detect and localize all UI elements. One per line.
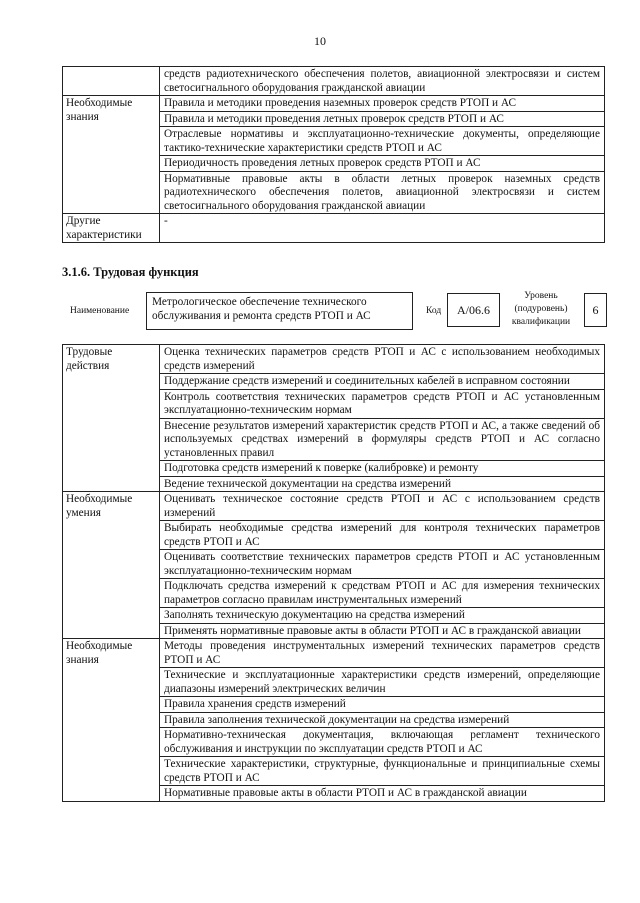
row-category-label [63,67,160,96]
row-item-text: Контроль соответствия технических параметров средств РТОП и АС установленным эксплуатационно-техническим нормам [160,389,605,418]
row-item-text: Внесение результатов измерений характеристик средств РТОП и АС, а также сведений об используемых средствах измерений в формуляры средств РТОП и АС согласно установленных правил [160,418,605,461]
row-item-text: Оценивать техническое состояние средств РТОП и АС с использованием средств измерений [160,492,605,521]
row-item-text: Нормативные правовые акты в области РТОП и АС в гражданской авиации [160,786,605,802]
row-category-label: Трудовые действия [63,345,160,492]
function-header-row [62,288,607,332]
row-category-label: Другие характеристики [63,214,160,243]
qualification-level-box: 6 [584,293,607,327]
row-item-text: Применять нормативные правовые акты в области РТОП и АС в гражданской авиации [160,623,605,639]
row-item-text: Правила и методики проведения наземных проверок средств РТОП и АС [160,96,605,112]
row-item-text: Правила заполнения технической документации на средства измерений [160,712,605,728]
table-row [63,96,605,112]
table-row [63,67,605,96]
section-heading: 3.1.6. Трудовая функция [62,265,199,279]
row-item-text: Методы проведения инструментальных измерений технических параметров средств РТОП и АС [160,639,605,668]
level-label: Уровень (подуровень) квалификации [511,291,571,327]
top-requirements-table [62,66,605,243]
row-item-text: Отраслевые нормативы и эксплуатационно-технические документы, определяющие тактико-технические характеристики средств РТОП и АС [160,127,605,156]
row-item-text: Оценивать соответствие технических параметров средств РТОП и АС установленным эксплуатационно-техническим нормам [160,550,605,579]
name-label: Наименование [70,306,130,316]
table-row [63,639,605,668]
page-number: 10 [314,34,326,48]
code-label: Код [426,306,442,316]
row-item-text: Правила хранения средств измерений [160,697,605,713]
row-item-text: Периодичность проведения летных проверок средств РТОП и АС [160,156,605,172]
row-item-text: средств радиотехнического обеспечения полетов, авиационной электросвязи и систем светосигнального оборудования гражданской авиации [160,67,605,96]
row-category-label: Необходимые знания [63,96,160,214]
function-code-box: A/06.6 [447,293,500,327]
row-category-label: Необходимые умения [63,492,160,639]
function-details-table [62,344,605,802]
row-item-text: Оценка технических параметров средств РТОП и АС с использованием необходимых средств измерений [160,345,605,374]
table-row [63,345,605,374]
row-item-text: Нормативно-техническая документация, включающая регламент технического обслуживания и инструкции по эксплуатации средств РТОП и АС [160,728,605,757]
row-item-text: Технические и эксплуатационные характеристики средств измерений, определяющие диапазоны измерений электрических величин [160,668,605,697]
row-item-text: Ведение технической документации на средства измерений [160,476,605,492]
row-item-text: Выбирать необходимые средства измерений для контроля технических параметров средств РТОП и АС [160,521,605,550]
row-item-text: Поддержание средств измерений и соединительных кабелей в исправном состоянии [160,374,605,390]
row-item-text: Заполнять техническую документацию на средства измерений [160,608,605,624]
row-item-text: Технические характеристики, структурные, функциональные и принципиальные схемы средств РТОП и АС [160,757,605,786]
row-item-text: Нормативные правовые акты в области летных проверок наземных средств радиотехнического обеспечения полетов, авиационной электросвязи и систем светосигнального оборудования гражданской авиации [160,171,605,214]
row-item-text: Подключать средства измерений к средствам РТОП и АС для измерения технических параметров согласно правилам инструментальных измерений [160,579,605,608]
row-category-label: Необходимые знания [63,639,160,802]
table-row [63,214,605,243]
row-item-text: Подготовка средств измерений к поверке (калибровке) и ремонту [160,461,605,477]
row-item-text: Правила и методики проведения летных проверок средств РТОП и АС [160,111,605,127]
table-row [63,492,605,521]
row-item-text: - [160,214,605,243]
function-name-box: Метрологическое обеспечение технического обслуживания и ремонта средств РТОП и АС [146,292,413,330]
